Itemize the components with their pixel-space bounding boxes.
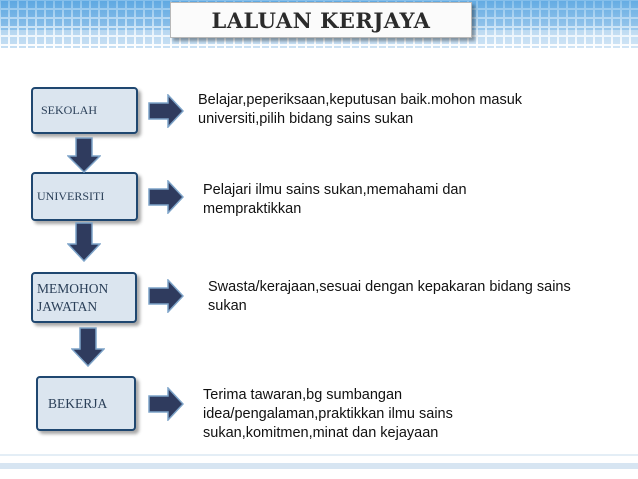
- step-label: UNIVERSITI: [37, 189, 105, 203]
- step-box-memohon-jawatan: [31, 272, 137, 323]
- arrow-down-icon: [67, 222, 101, 262]
- step-label: BEKERJA: [48, 395, 108, 411]
- step-description-bekerja: Terima tawaran,bg sumbangan idea/pengalaman,praktikkan ilmu sains sukan,komitmen,minat dan kejayaan: [203, 387, 453, 441]
- arrow-down-icon: [71, 327, 105, 367]
- step-label: SEKOLAH: [41, 103, 97, 117]
- arrow-right-icon: [148, 387, 184, 421]
- step-label: MEMOHON JAWATAN: [37, 280, 109, 314]
- page-title: LALUAN KERJAYA: [170, 2, 472, 38]
- arrow-right-icon: [148, 94, 184, 128]
- arrow-down-icon: [67, 137, 101, 173]
- step-box-sekolah: [31, 87, 138, 134]
- step-box-universiti: [31, 172, 138, 221]
- arrow-right-icon: [148, 180, 184, 214]
- step-description-universiti: Pelajari ilmu sains sukan,memahami dan mempraktikkan: [203, 182, 467, 217]
- step-description-sekolah: Belajar,peperiksaan,keputusan baik.mohon masuk universiti,pilih bidang sains sukan: [198, 92, 523, 127]
- step-box-bekerja: [36, 376, 136, 431]
- arrow-right-icon: [148, 279, 184, 313]
- step-description-memohon-jawatan: Swasta/kerajaan,sesuai dengan kepakaran bidang sains sukan: [208, 279, 571, 314]
